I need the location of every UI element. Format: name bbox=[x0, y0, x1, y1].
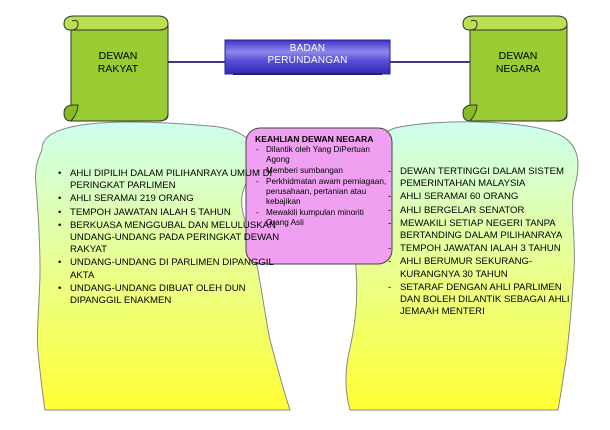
center-title: KEAHLIAN DEWAN NEGARA bbox=[255, 134, 374, 144]
left-item-5: • UNDANG-UNDANG DI PARLIMEN DIPANGGIL AKTA bbox=[56, 257, 286, 281]
left-item-3: • TEMPOH JAWATAN IALAH 5 TAHUN bbox=[56, 207, 286, 219]
center-item-3: - Perkhidmatan awam perniagaan, perusahaan, pertanian atau kebajikan bbox=[252, 177, 388, 207]
dewan-negara-line-1: DEWAN bbox=[498, 50, 538, 62]
right-item-7: - SETARAF DENGAN AHLI PARLIMEN DAN BOLEH DILANTIK SEBAGAI AHLI JEMAAH MENTERI bbox=[388, 282, 578, 319]
dewan-rakyat-line-1: DEWAN bbox=[98, 50, 138, 62]
left-item-4: • BERKUASA MENGGUBAL DAN MELULUSKAN UNDANG-UNDANG PADA PERINGKAT DEWAN RAKYAT bbox=[56, 220, 286, 257]
right-item-1: - DEWAN TERTINGGI DALAM SISTEM PEMERINTAHAN MALAYSIA bbox=[388, 166, 578, 190]
dewan-rakyat-list bbox=[56, 168, 286, 308]
banner-line-2: PERUNDANGAN bbox=[267, 55, 348, 66]
center-item-4: - Mewakili kumpulan minoriti Orang Asli bbox=[252, 208, 388, 228]
dewan-rakyat-line-2: RAKYAT bbox=[97, 63, 139, 75]
dewan-rakyat-label bbox=[78, 50, 158, 76]
dewan-negara-line-2: NEGARA bbox=[495, 63, 541, 75]
left-item-6: • UNDANG-UNDANG DIBUAT OLEH DUN DIPANGGIL ENAKMEN bbox=[56, 283, 286, 307]
right-item-3: - AHLI BERGELAR SENATOR bbox=[388, 205, 578, 217]
left-item-2: • AHLI SERAMAI 219 ORANG bbox=[56, 193, 286, 205]
center-item-1: - Dilantik oleh Yang DiPertuan Agong bbox=[252, 145, 388, 165]
banner-line-1: BADAN bbox=[289, 43, 326, 54]
left-item-1: • AHLI DIPILIH DALAM PILIHANRAYA UMUM DI PERINGKAT PARLIMEN bbox=[56, 168, 286, 192]
dewan-negara-list bbox=[388, 166, 578, 319]
right-item-2: - AHLI SERAMAI 60 ORANG bbox=[388, 191, 578, 203]
center-item-2: - Memberi sumbangan bbox=[252, 166, 388, 176]
right-item-6: - AHLI BERUMUR SEKURANG-KURANGNYA 30 TAHUN bbox=[388, 256, 578, 280]
right-item-5: - TEMPOH JAWATAN IALAH 3 TAHUN bbox=[388, 243, 578, 255]
badan-perundangan-label bbox=[225, 43, 390, 67]
right-item-4: - MEWAKILI SETIAP NEGERI TANPA BERTANDING DALAM PILIHANRAYA bbox=[388, 218, 578, 242]
dewan-negara-label bbox=[478, 50, 558, 76]
